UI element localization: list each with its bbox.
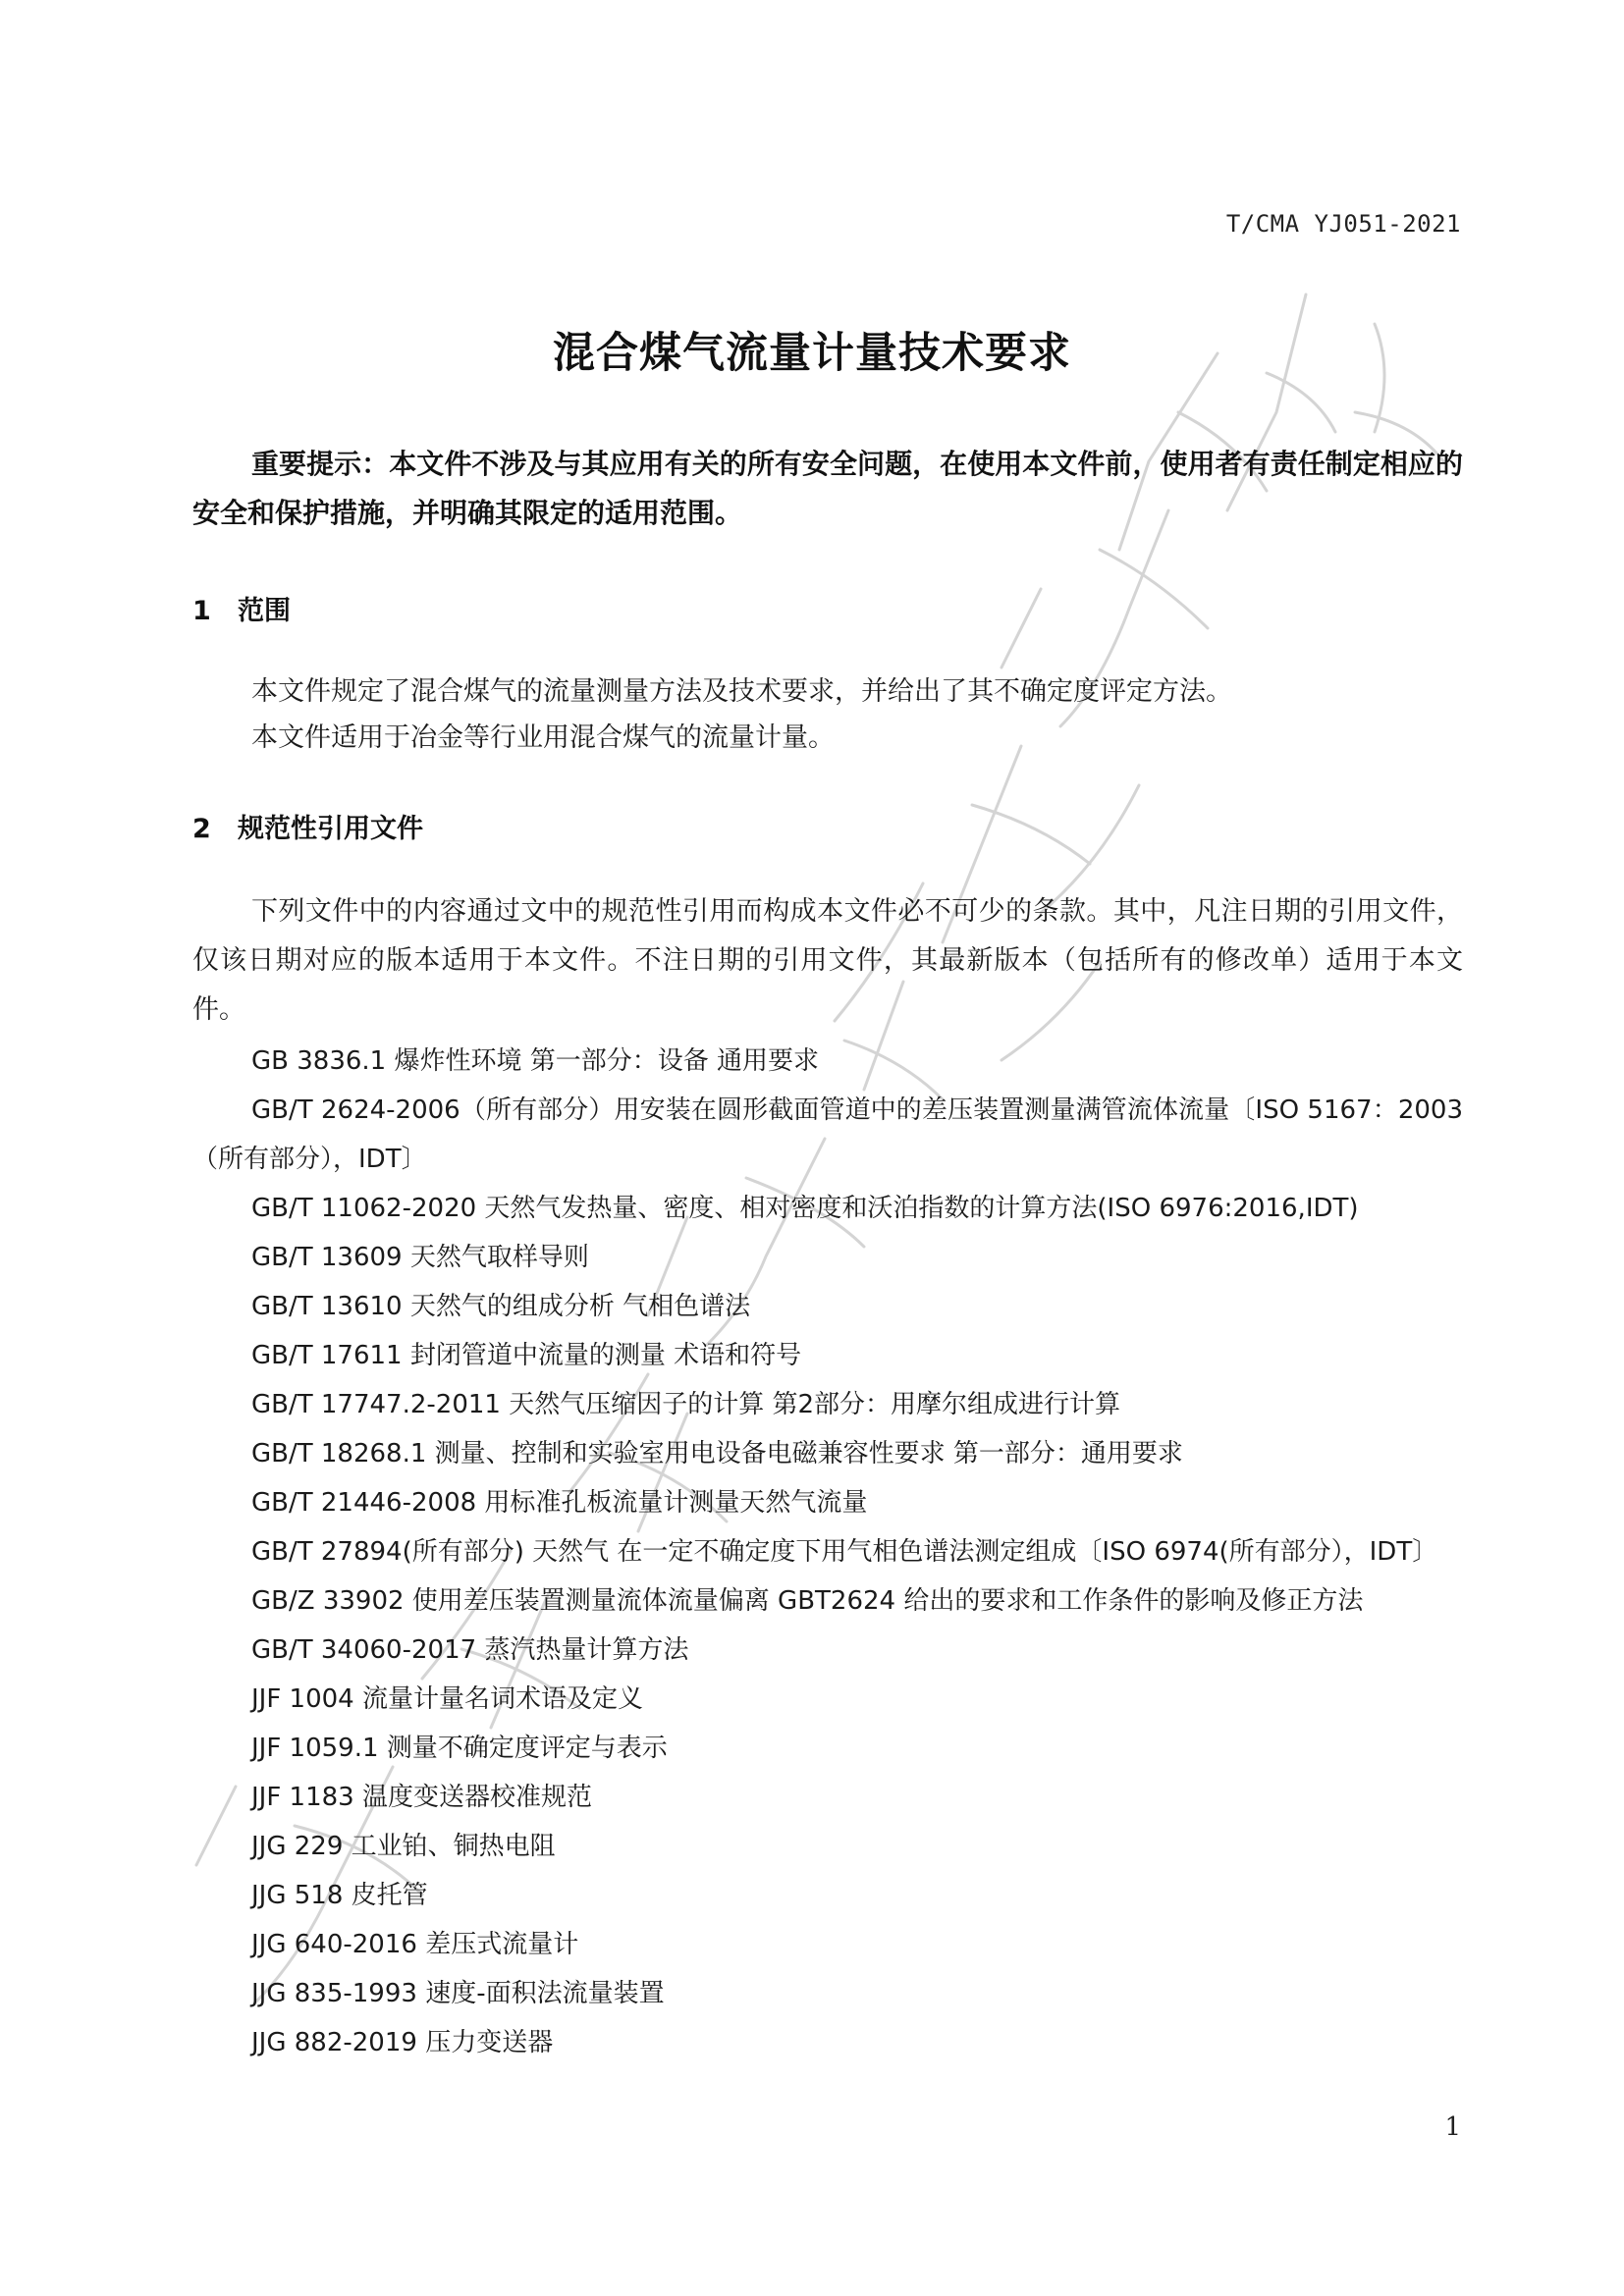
page-number: 1 (1444, 2112, 1461, 2142)
scope-paragraph: 本文件适用于冶金等行业用混合煤气的流量计量。 (251, 722, 835, 753)
reference-item: GB/T 27894(所有部分) 天然气 在一定不确定度下用气相色谱法测定组成〔ISO 6974(所有部分），IDT〕 (251, 1537, 1438, 1567)
references-intro: 下列文件中的内容通过文中的规范性引用而构成本文件必不可少的条款。其中，凡注日期的引用文件，仅该日期对应的版本适用于本文件。不注日期的引用文件，其最新版本（包括所有的修改单）适用于本文件。 (192, 896, 1463, 1025)
document-code: T/CMA YJ051-2021 (1225, 210, 1461, 238)
reference-item: GB/Z 33902 使用差压装置测量流体流量偏离 GBT2624 给出的要求和工作条件的影响及修正方法 (251, 1586, 1364, 1616)
reference-item: JJG 518 皮托管 (251, 1881, 428, 1910)
reference-item: GB/T 2624-2006（所有部分）用安装在圆形截面管道中的差压装置测量满管流体流量〔ISO 5167：2003（所有部分），IDT〕 (192, 1095, 1463, 1174)
reference-item: GB/T 18268.1 测量、控制和实验室用电设备电磁兼容性要求 第一部分：通用要求 (251, 1439, 1183, 1468)
safety-notice: 重要提示：本文件不涉及与其应用有关的所有安全问题，在使用本文件前，使用者有责任制定相应的安全和保护措施，并明确其限定的适用范围。 (192, 448, 1463, 529)
reference-item: JJF 1059.1 测量不确定度评定与表示 (251, 1734, 668, 1763)
reference-item: JJG 640-2016 差压式流量计 (251, 1930, 579, 1959)
reference-item: GB/T 21446-2008 用标准孔板流量计测量天然气流量 (251, 1488, 868, 1518)
reference-item: GB/T 13609 天然气取样导则 (251, 1243, 589, 1272)
reference-list (192, 1037, 1463, 2067)
section-heading-scope (192, 589, 291, 627)
reference-item: GB/T 34060-2017 蒸汽热量计算方法 (251, 1635, 689, 1665)
scope-paragraph: 本文件规定了混合煤气的流量测量方法及技术要求，并给出了其不确定度评定方法。 (251, 676, 1232, 707)
document-title: 混合煤气流量计量技术要求 (553, 329, 1071, 378)
reference-item: JJG 882-2019 压力变送器 (251, 2028, 554, 2057)
reference-item: JJG 835-1993 速度-面积法流量装置 (251, 1979, 665, 2008)
section-heading-references (192, 807, 423, 845)
section-number: 1 (192, 596, 211, 626)
section-title: 范围 (238, 596, 291, 626)
reference-item: JJF 1004 流量计量名词术语及定义 (251, 1684, 643, 1714)
reference-item: GB/T 13610 天然气的组成分析 气相色谱法 (251, 1292, 751, 1321)
reference-item: JJF 1183 温度变送器校准规范 (251, 1783, 592, 1812)
section-title: 规范性引用文件 (238, 814, 423, 844)
reference-item: GB/T 17747.2-2011 天然气压缩因子的计算 第2部分：用摩尔组成进行计算 (251, 1390, 1121, 1419)
reference-item: GB/T 11062-2020 天然气发热量、密度、相对密度和沃泊指数的计算方法(ISO 6976:2016,IDT) (251, 1194, 1359, 1223)
reference-item: JJG 229 工业铂、铜热电阻 (251, 1832, 556, 1861)
reference-item: GB/T 17611 封闭管道中流量的测量 术语和符号 (251, 1341, 802, 1370)
section-number: 2 (192, 814, 211, 844)
reference-item: GB 3836.1 爆炸性环境 第一部分：设备 通用要求 (251, 1046, 820, 1076)
